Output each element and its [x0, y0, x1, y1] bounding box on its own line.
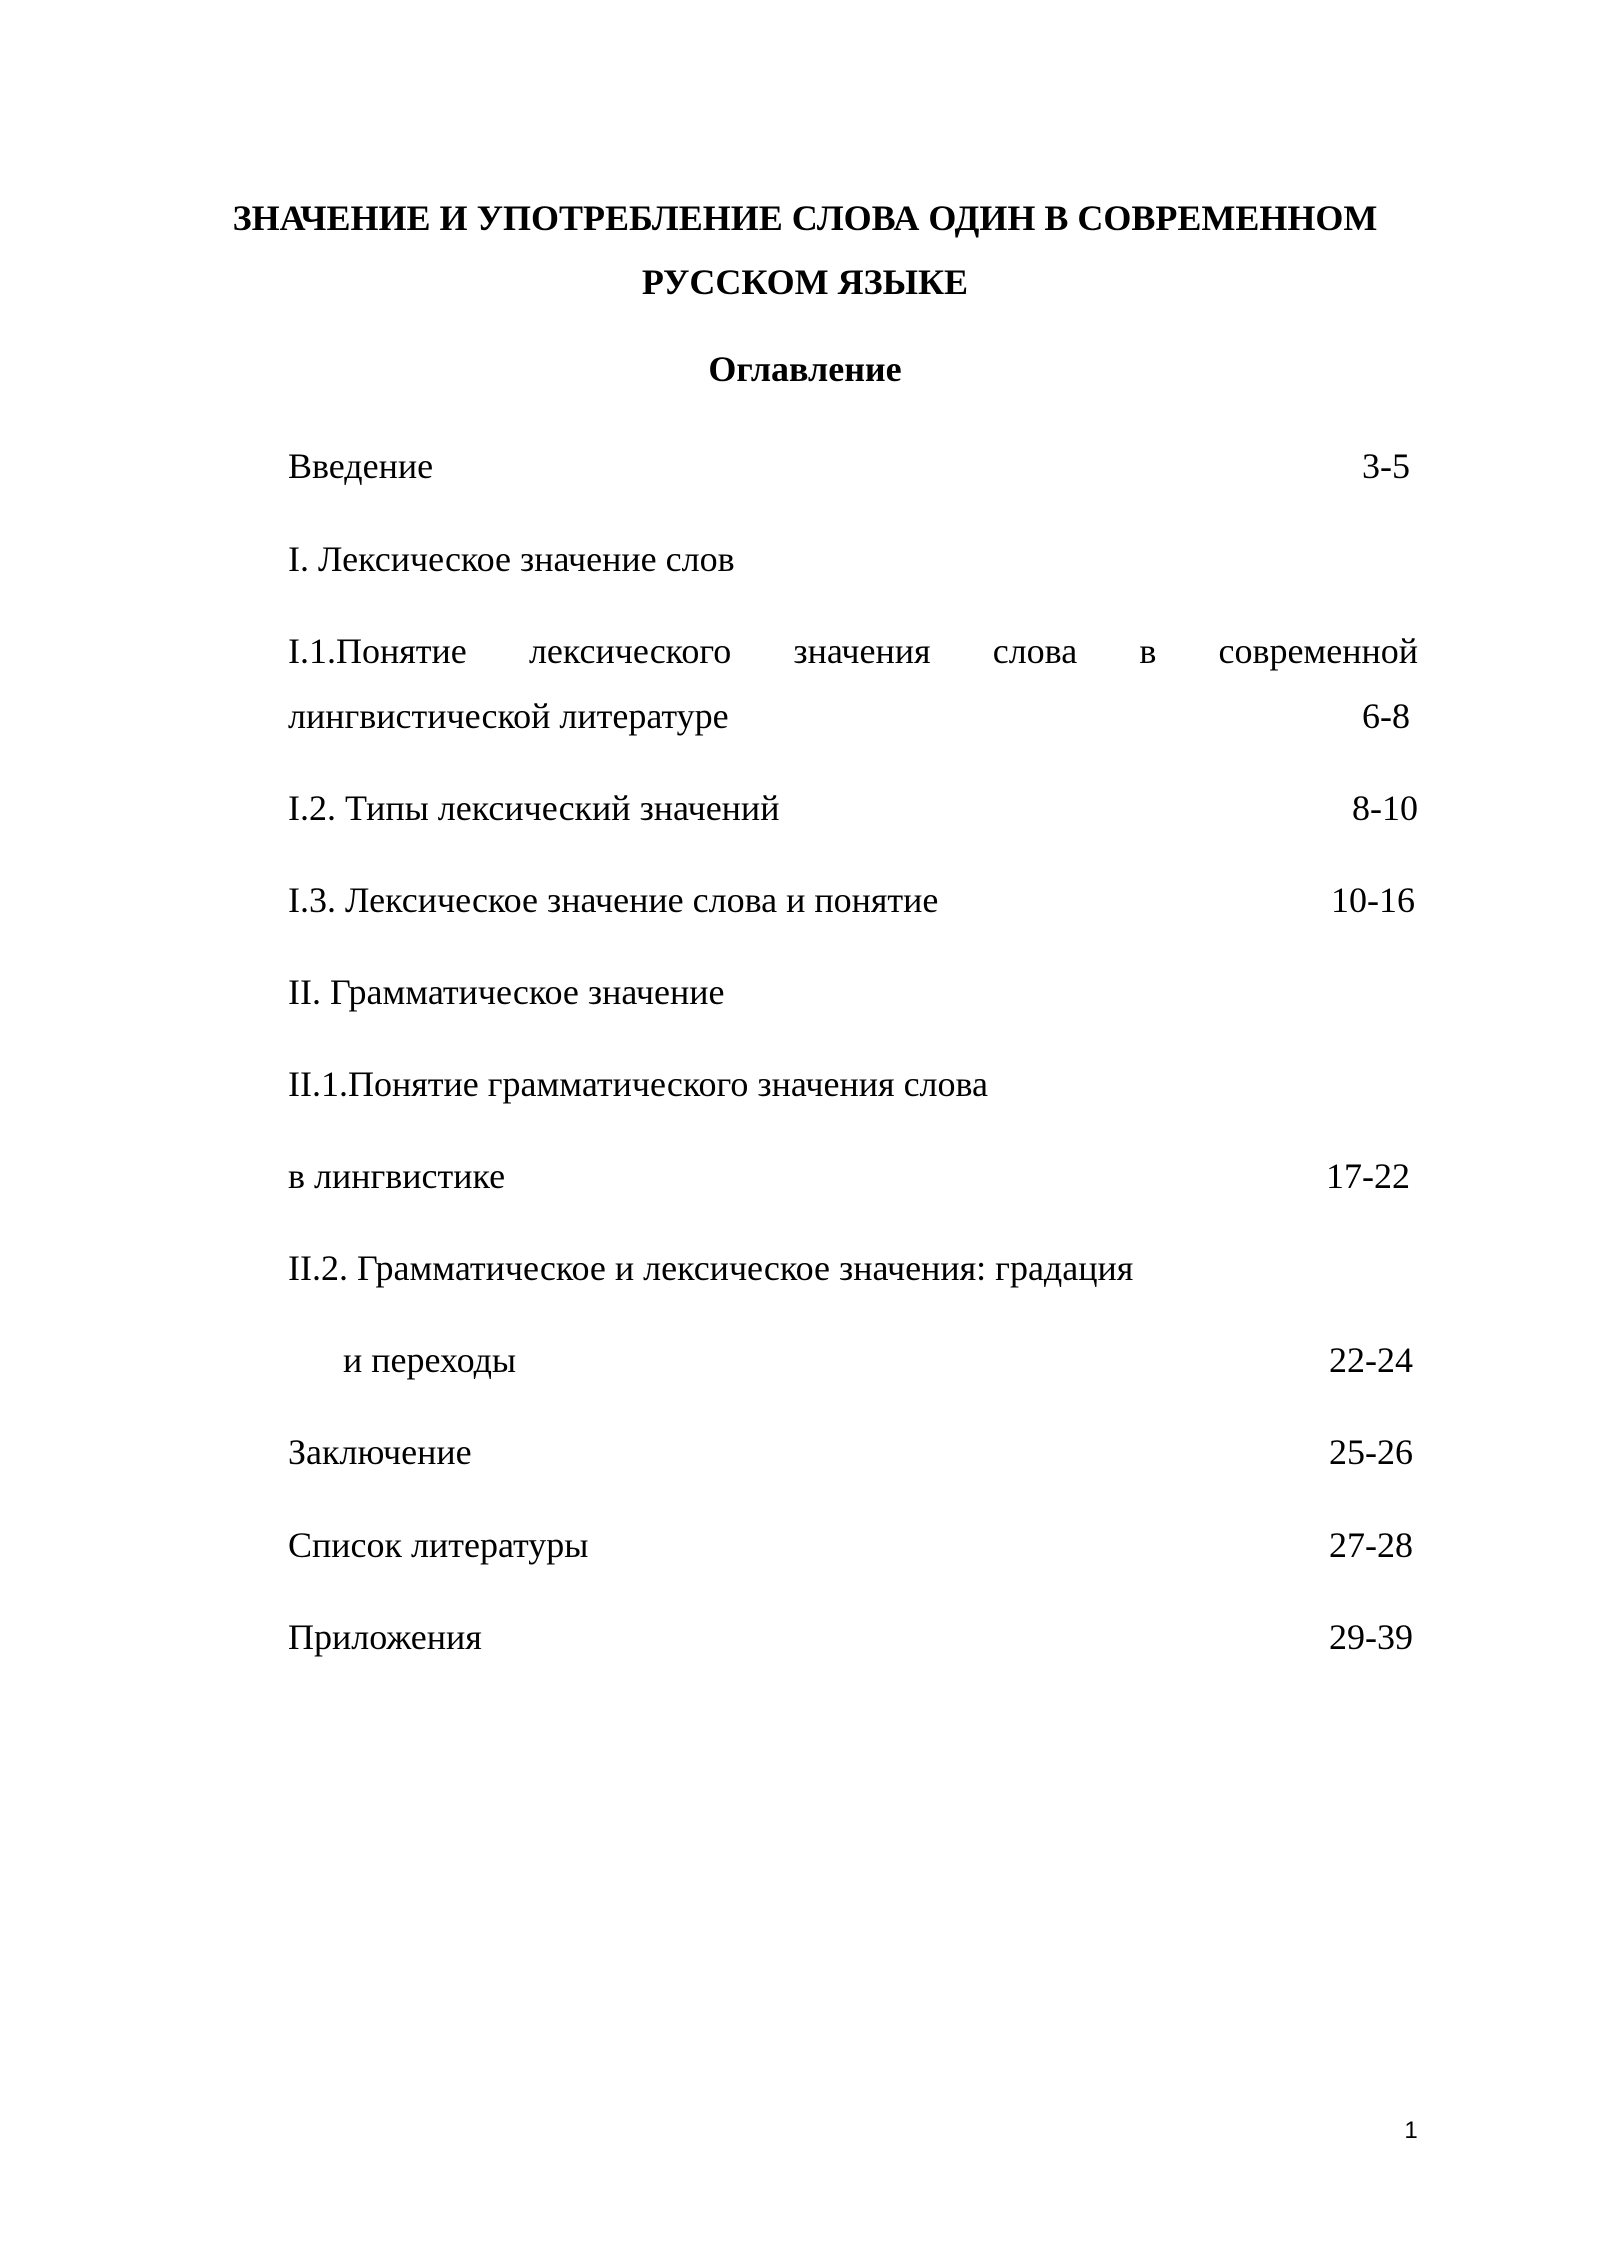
- toc-entry-label: I.1.Понятие лексического значения слова в современной: [288, 631, 1418, 671]
- toc-entry-pages: 22-24: [1329, 1340, 1413, 1380]
- toc-entry-pages: 10-16: [1331, 880, 1415, 920]
- toc-entry-chapter-1: [288, 534, 1418, 584]
- toc-entry-section-2-2-continued: [288, 1335, 1418, 1385]
- toc-entry-chapter-2: [288, 967, 1418, 1017]
- toc-entry-section-2-2: [288, 1243, 1418, 1293]
- toc-entry-pages: 3-5: [1362, 446, 1410, 486]
- toc-entry-label: Приложения: [288, 1617, 482, 1657]
- toc-entry-conclusion: [288, 1427, 1418, 1477]
- toc-entry-pages: 25-26: [1329, 1432, 1413, 1472]
- toc-entry-appendices: [288, 1612, 1418, 1662]
- toc-entry-pages: 29-39: [1329, 1617, 1413, 1657]
- toc-entry-section-2-1: [288, 1059, 1418, 1109]
- toc-entry-section-1-1: [288, 626, 1418, 676]
- document-title: ЗНАЧЕНИЕ И УПОТРЕБЛЕНИЕ СЛОВА ОДИН В СОВРЕМЕННОМ РУССКОМ ЯЗЫКЕ: [232, 198, 1378, 302]
- toc-entry-label: и переходы: [343, 1340, 517, 1380]
- toc-entry-section-1-1-continued: [288, 691, 1418, 741]
- toc-entry-label: Заключение: [288, 1432, 472, 1472]
- toc-entry-label: I. Лексическое значение слов: [288, 539, 735, 579]
- toc-entry-label: II.1.Понятие грамматического значения слова: [288, 1064, 989, 1104]
- toc-entry-label: II. Грамматическое значение: [288, 972, 725, 1012]
- toc-entry-pages: 6-8: [1362, 696, 1410, 736]
- toc-entry-bibliography: [288, 1520, 1418, 1570]
- toc-entry-label: I.2. Типы лексический значений: [288, 788, 780, 828]
- toc-entry-label: I.3. Лексическое значение слова и понятие: [288, 880, 939, 920]
- toc-entry-label: в лингвистике: [288, 1156, 506, 1196]
- toc-entry-label: лингвистической литературе: [288, 696, 729, 736]
- toc-entry-section-1-2: [288, 783, 1418, 833]
- toc-entry-section-2-1-continued: [288, 1151, 1418, 1201]
- toc-entry-label: II.2. Грамматическое и лексическое значения: градация: [288, 1248, 1134, 1288]
- page-number: 1: [1404, 2117, 1418, 2144]
- toc-entry-pages: 27-28: [1329, 1525, 1413, 1565]
- toc-entry-label: Введение: [288, 446, 434, 486]
- toc-entry-label: Список литературы: [288, 1525, 589, 1565]
- toc-entry-introduction: [288, 441, 1418, 491]
- toc-entry-pages: 17-22: [1326, 1156, 1410, 1196]
- toc-heading: Оглавление: [708, 349, 902, 389]
- toc-entry-section-1-3: [288, 875, 1418, 925]
- toc-entry-pages: 8-10: [1352, 788, 1418, 828]
